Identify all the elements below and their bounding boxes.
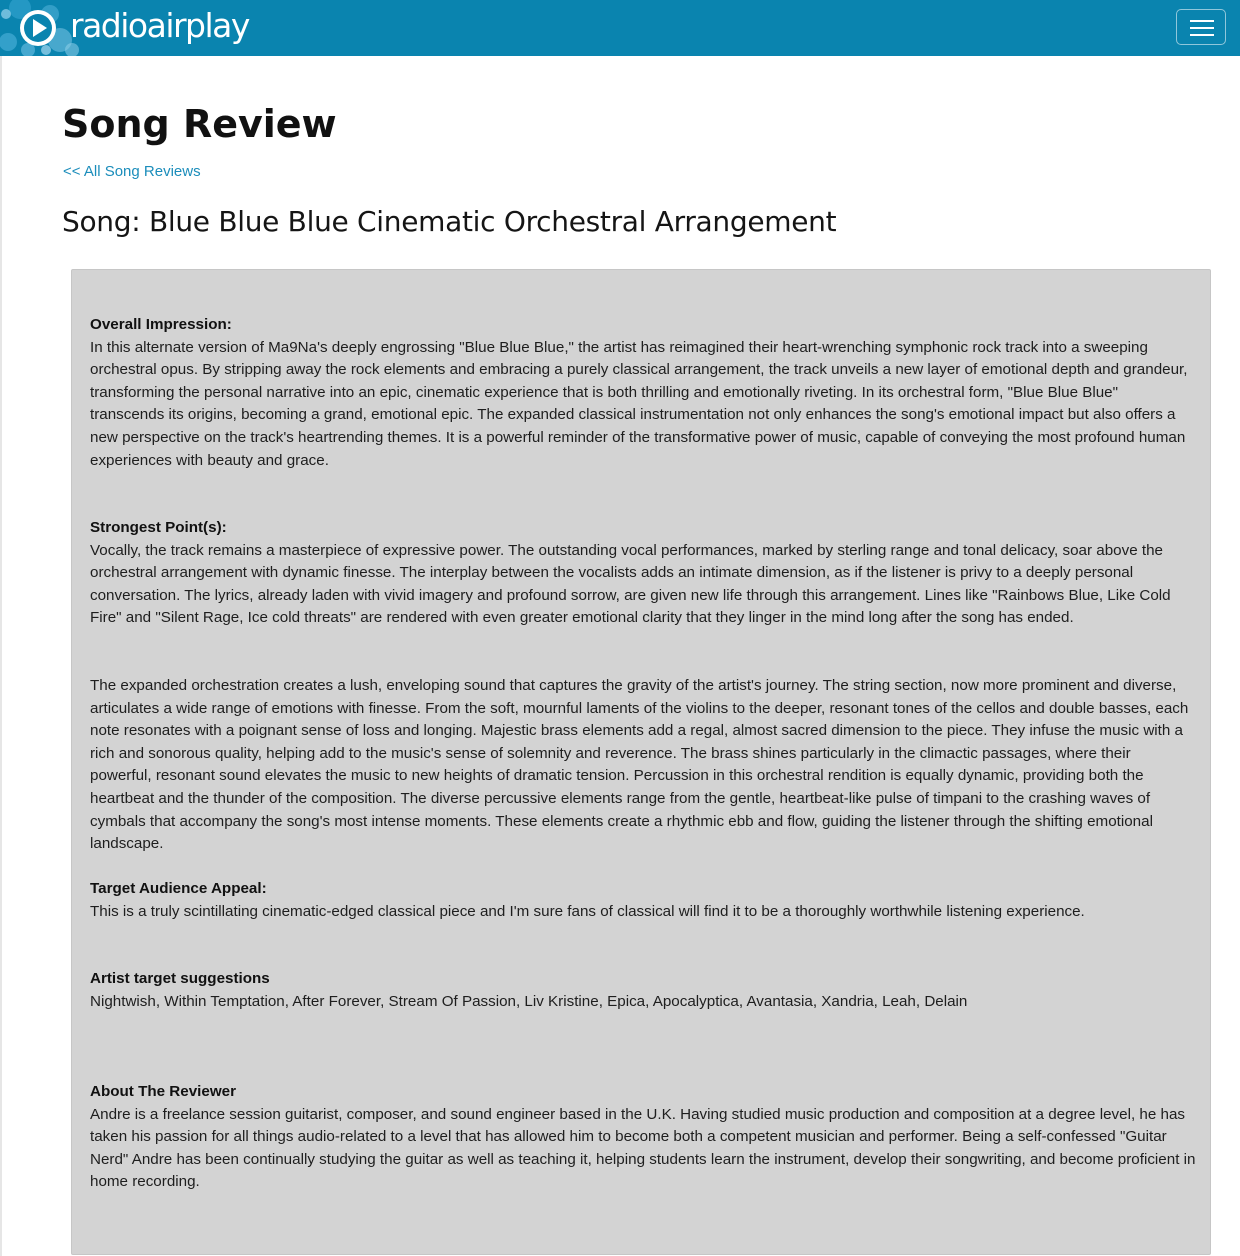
overall-impression-section <box>90 314 1196 472</box>
hamburger-menu-button[interactable] <box>1176 9 1226 45</box>
section-body: Nightwish, Within Temptation, After Forever, Stream Of Passion, Liv Kristine, Epica, Apocalyptica, Avantasia, Xandria, Leah, Delain <box>90 992 968 1010</box>
logo-text: radioairplay <box>70 6 249 45</box>
target-audience-section <box>90 878 1196 923</box>
hamburger-menu-icon <box>1190 20 1214 22</box>
section-heading: Strongest Point(s): <box>90 519 227 536</box>
page-left-border <box>0 56 2 1256</box>
page-title: Song Review <box>62 102 337 146</box>
section-body: Vocally, the track remains a masterpiece of expressive power. The outstanding vocal performances, marked by sterling range and tonal delicacy, soar above the orchestral arrangement with dynamic finesse. The interplay between the vocalists adds an intimate dimension, as if the listener is privy to a deeply personal conversation. The lyrics, already laden with vivid imagery and profound sorrow, are given new life through this arrangement. Lines like "Rainbows Blue, Like Cold Fire" and "Silent Rage, Ice cold threats" are rendered with even greater emotional clarity that they linger in the mind long after the song has ended. <box>90 541 1171 627</box>
top-navbar <box>0 0 1240 56</box>
section-body: In this alternate version of Ma9Na's deeply engrossing "Blue Blue Blue," the artist has reimagined their heart-wrenching symphonic rock track into a sweeping orchestral opus. By stripping away the rock elements and embracing a purely classical arrangement, the track unveils a new layer of emotional depth and grandeur, transforming the personal narrative into an epic, cinematic experience that is both thrilling and emotionally riveting. In its orchestral form, "Blue Blue Blue" transcends its origins, becoming a grand, emotional epic. The expanded classical instrumentation not only enhances the song's emotional impact but also offers a new perspective on the track's heartrending themes. It is a powerful reminder of the transformative power of music, capable of conveying the most profound human experiences with beauty and grace. <box>90 338 1188 469</box>
site-logo[interactable] <box>0 0 280 56</box>
song-title: Song: Blue Blue Blue Cinematic Orchestral Arrangement <box>62 205 837 238</box>
review-panel <box>71 269 1211 1255</box>
section-body: The expanded orchestration creates a lush, enveloping sound that captures the gravity of the artist's journey. The string section, now more prominent and diverse, articulates a wide range of emotions with finesse. From the soft, mournful laments of the violins to the deeper, resonant tones of the cellos and double basses, each note resonates with a poignant sense of loss and longing. Majestic brass elements add a regal, almost sacred dimension to the piece. They infuse the music with a rich and sonorous quality, helping add to the music's sense of solemnity and reverence. The brass shines particularly in the climactic passages, where their powerful, resonant sound elevates the music to new heights of dramatic tension. Percussion in this orchestral rendition is equally dynamic, providing both the heartbeat and the thunder of the composition. The diverse percussive elements range from the gentle, heartbeat-like pulse of timpani to the crashing waves of cymbals that accompany the song's most intense moments. These elements create a rhythmic ebb and flow, guiding the listener through the shifting emotional landscape. <box>90 677 1189 853</box>
section-heading: Overall Impression: <box>90 316 232 333</box>
section-body: This is a truly scintillating cinematic-edged classical piece and I'm sure fans of classical will find it to be a thoroughly worthwhile listening experience. <box>90 902 1085 920</box>
about-reviewer-section <box>90 1081 1196 1194</box>
strongest-points-continued <box>90 675 1196 856</box>
section-heading: Artist target suggestions <box>90 970 270 987</box>
artist-suggestions-section <box>90 968 1196 1013</box>
strongest-points-section <box>90 517 1196 630</box>
section-heading: Target Audience Appeal: <box>90 880 267 897</box>
all-song-reviews-link[interactable]: << All Song Reviews <box>63 163 201 180</box>
section-body: Andre is a freelance session guitarist, composer, and sound engineer based in the U.K. Having studied music production and composition at a degree level, he has taken his passion for all things audio-related to a level that has allowed him to become both a competent musician and performer. Being a self-confessed "Guitar Nerd" Andre has been continually studying the guitar as well as teaching it, helping students learn the instrument, develop their songwriting, and become proficient in home recording. <box>90 1105 1196 1191</box>
section-heading: About The Reviewer <box>90 1083 236 1100</box>
